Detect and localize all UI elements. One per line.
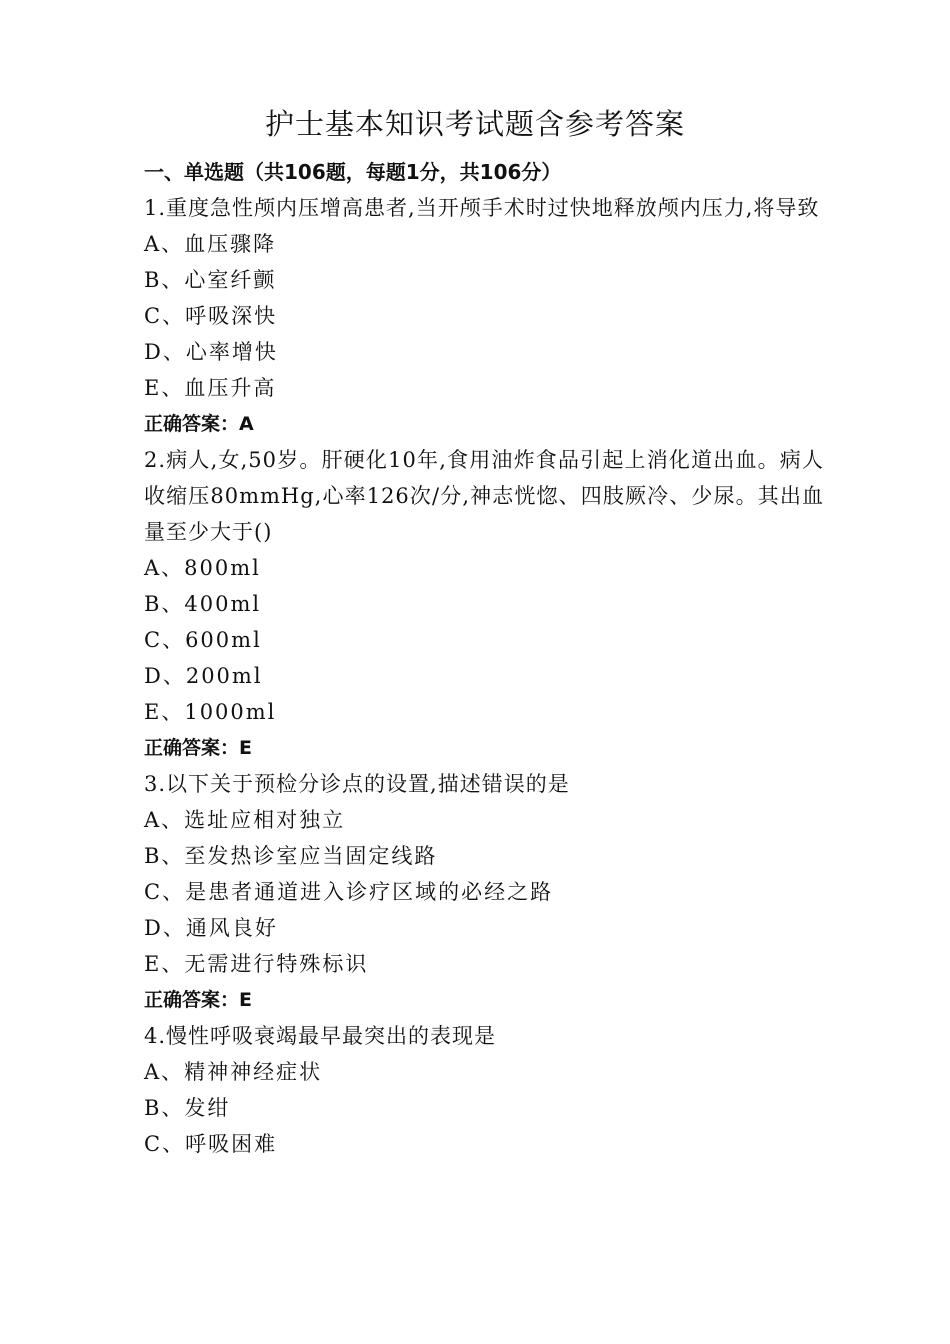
correct-answer: 正确答案：E <box>144 737 252 759</box>
option-c: C、600ml <box>144 628 262 652</box>
option-a: A、800ml <box>144 556 261 580</box>
option-c: C、呼吸深快 <box>144 304 278 328</box>
option-a: A、血压骤降 <box>144 232 277 256</box>
option-c: C、是患者通道进入诊疗区域的必经之路 <box>144 880 554 904</box>
correct-answer: 正确答案：A <box>144 413 254 435</box>
option-b: B、发绀 <box>144 1096 231 1120</box>
option-d: D、200ml <box>144 664 263 688</box>
question-stem: 3.以下关于预检分诊点的设置,描述错误的是 <box>144 772 570 796</box>
option-c: C、呼吸困难 <box>144 1132 278 1156</box>
question-1 <box>144 190 824 442</box>
option-b: B、心室纤颤 <box>144 268 277 292</box>
option-d: D、心率增快 <box>144 340 278 364</box>
question-stem: 2.病人,女,50岁。肝硬化10年,食用油炸食品引起上消化道出血。病人收缩压80mmHg,心率126次/分,神志恍惚、四肢厥冷、少尿。其出血量至少大于() <box>144 448 824 544</box>
option-a: A、选址应相对独立 <box>144 808 346 832</box>
document-content <box>144 154 824 1162</box>
option-a: A、精神神经症状 <box>144 1060 323 1084</box>
section-heading: 一、单选题（共106题，每题1分，共106分） <box>144 160 562 184</box>
correct-answer: 正确答案：E <box>144 989 252 1011</box>
question-4 <box>144 1018 824 1162</box>
question-stem: 1.重度急性颅内压增高患者,当开颅手术时过快地释放颅内压力,将导致 <box>144 196 820 220</box>
option-e: E、无需进行特殊标识 <box>144 952 369 976</box>
option-e: E、1000ml <box>144 700 277 724</box>
question-stem: 4.慢性呼吸衰竭最早最突出的表现是 <box>144 1024 497 1048</box>
document-title: 护士基本知识考试题含参考答案 <box>264 107 685 141</box>
option-b: B、400ml <box>144 592 262 616</box>
question-3 <box>144 766 824 1018</box>
option-b: B、至发热诊室应当固定线路 <box>144 844 438 868</box>
option-d: D、通风良好 <box>144 916 278 940</box>
option-e: E、血压升高 <box>144 376 277 400</box>
question-2 <box>144 442 824 766</box>
